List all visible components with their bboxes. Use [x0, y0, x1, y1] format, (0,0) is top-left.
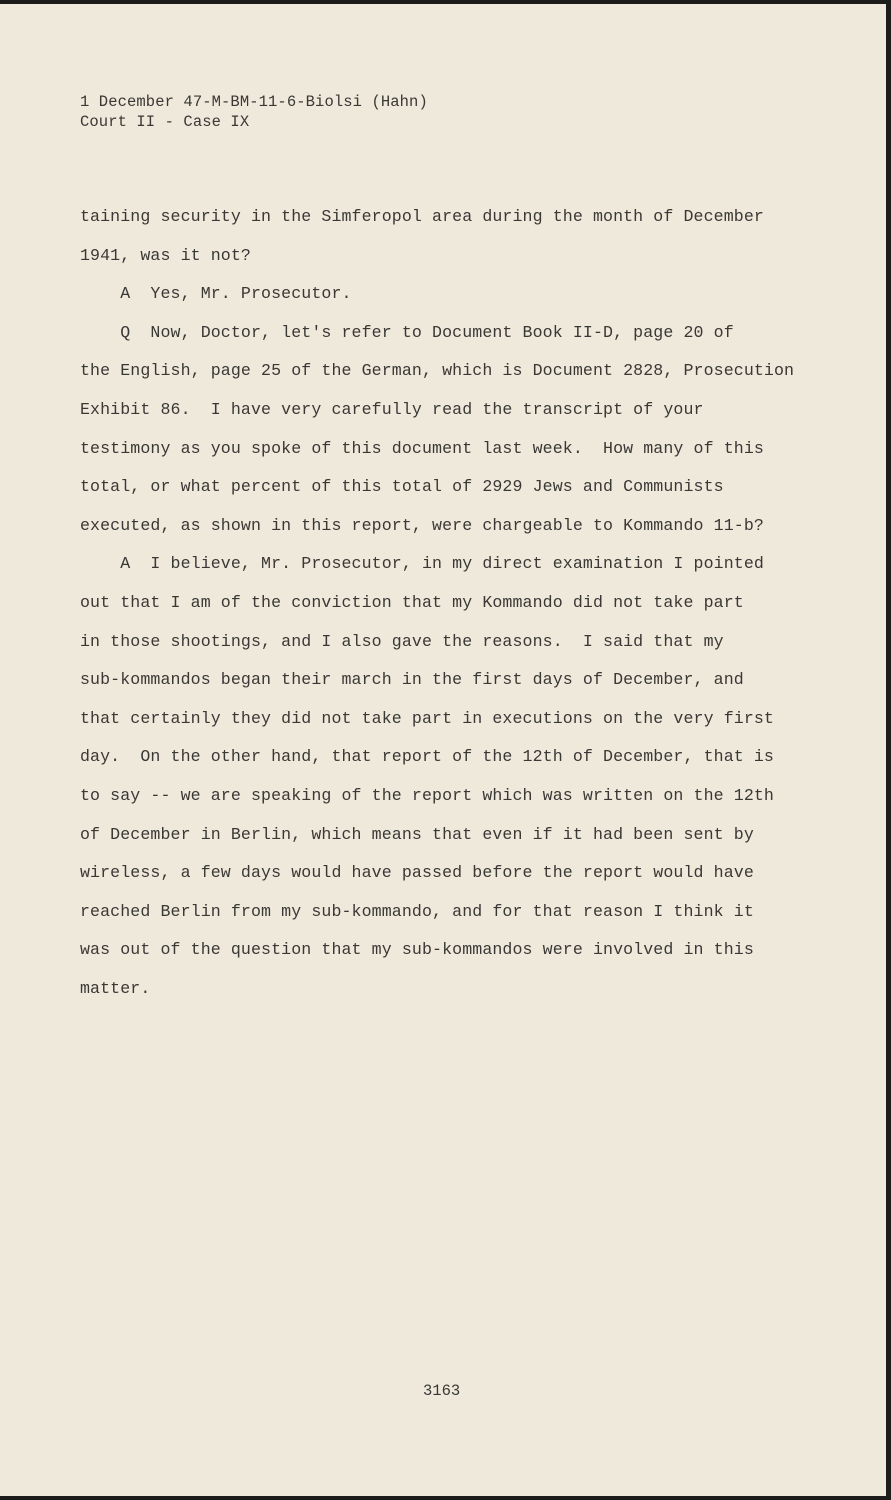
header-line-2: Court II - Case IX [80, 113, 250, 131]
transcript-line: the English, page 25 of the German, which is Document 2828, Prosecution [80, 361, 795, 381]
transcript-line: Q Now, Doctor, let's refer to Document Book II-D, page 20 of [80, 322, 734, 342]
transcript-line: matter. [80, 979, 151, 998]
transcript-line: in those shootings, and I also gave the reasons. I said that my [80, 631, 724, 651]
transcript-line: reached Berlin from my sub-kommando, and for that reason I think it [80, 901, 754, 921]
transcript-line: A I believe, Mr. Prosecutor, in my direct examination I pointed [80, 554, 764, 574]
transcript-line: that certainly they did not take part in executions on the very first [80, 708, 774, 728]
document-page [0, 4, 886, 1496]
transcript-line: testimony as you spoke of this document last week. How many of this [80, 438, 764, 458]
transcript-line: 1941, was it not? [80, 245, 251, 265]
header-line-1: 1 December 47-M-BM-11-6-Biolsi (Hahn) [80, 93, 428, 111]
transcript-line: out that I am of the conviction that my Kommando did not take part [80, 593, 744, 612]
transcript-line: taining security in the Simferopol area during the month of December [80, 207, 764, 226]
transcript-line: sub-kommandos began their march in the first days of December, and [80, 670, 744, 690]
transcript-line: A Yes, Mr. Prosecutor. [80, 284, 352, 304]
page-number: 3163 [423, 1382, 461, 1400]
transcript-line: Exhibit 86. I have very carefully read the transcript of your [80, 400, 704, 419]
transcript-line: to say -- we are speaking of the report which was written on the 12th [80, 786, 774, 805]
transcript-line: day. On the other hand, that report of the 12th of December, that is [80, 747, 774, 767]
transcript-line: wireless, a few days would have passed before the report would have [80, 863, 754, 883]
transcript-line: executed, as shown in this report, were chargeable to Kommando 11-b? [80, 515, 764, 535]
transcript-line: of December in Berlin, which means that even if it had been sent by [80, 824, 754, 844]
transcript-line: total, or what percent of this total of 2929 Jews and Communists [80, 477, 724, 497]
transcript-line: was out of the question that my sub-kommandos were involved in this [80, 940, 754, 960]
